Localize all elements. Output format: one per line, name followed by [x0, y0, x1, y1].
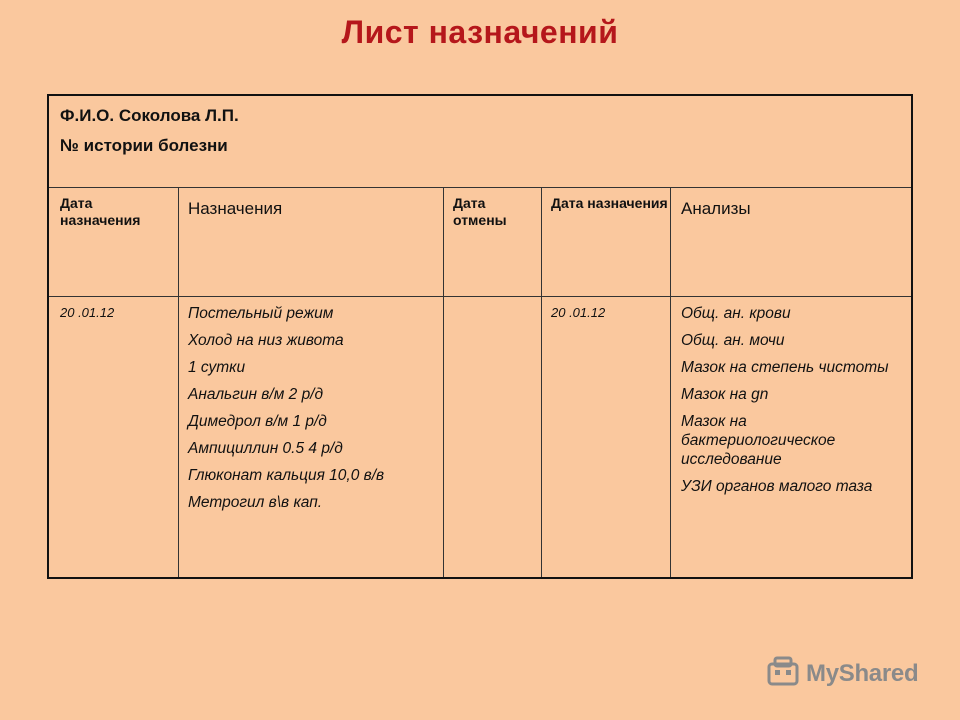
list-item: Метрогил в\в кап.: [188, 494, 323, 511]
myshared-logo-icon: [766, 656, 800, 693]
column-divider: [443, 188, 444, 577]
list-item: Мазок на степень чистоты: [681, 359, 889, 376]
list-item: 1 сутки: [188, 359, 246, 376]
list-item: Мазок на бактериологическое исследование: [681, 413, 836, 468]
column-header-analysis-date: Дата назначения: [551, 195, 668, 211]
list-item: Постельный режим: [188, 305, 334, 322]
column-header-analyses: Анализы: [681, 199, 751, 218]
column-divider: [178, 188, 179, 577]
watermark: [766, 657, 918, 691]
list-item: Димедрол в/м 1 р/д: [188, 413, 327, 430]
list-item: Общ. ан. крови: [681, 305, 791, 322]
watermark-text: MyShared: [806, 660, 919, 687]
column-header-prescription-date: Дата назначения: [60, 195, 141, 228]
column-divider: [541, 188, 542, 577]
page-title: Лист назначений: [341, 14, 619, 50]
column-header-cancel-date: Дата отмены: [453, 195, 507, 228]
analysis-date: 20 .01.12: [551, 305, 606, 320]
header-row-divider: [49, 296, 911, 297]
list-item: Общ. ан. мочи: [681, 332, 785, 349]
list-item: УЗИ органов малого таза: [681, 478, 873, 495]
column-divider: [670, 188, 671, 577]
medical-history-number: № истории болезни: [60, 136, 228, 155]
prescription-date: 20 .01.12: [60, 305, 115, 320]
prescriptions-list: [188, 304, 438, 520]
list-item: Анальгин в/м 2 р/д: [188, 386, 324, 403]
list-item: Ампициллин 0.5 4 р/д: [188, 440, 343, 457]
column-header-prescriptions: Назначения: [188, 199, 283, 218]
prescription-sheet: [47, 94, 913, 579]
patient-info: [49, 96, 911, 188]
list-item: Глюконат кальция 10,0 в/в: [188, 467, 385, 484]
list-item: Мазок на gn: [681, 386, 769, 403]
patient-name: Ф.И.О. Соколова Л.П.: [60, 106, 239, 125]
list-item: Холод на низ живота: [188, 332, 344, 349]
analyses-list: [681, 304, 891, 504]
